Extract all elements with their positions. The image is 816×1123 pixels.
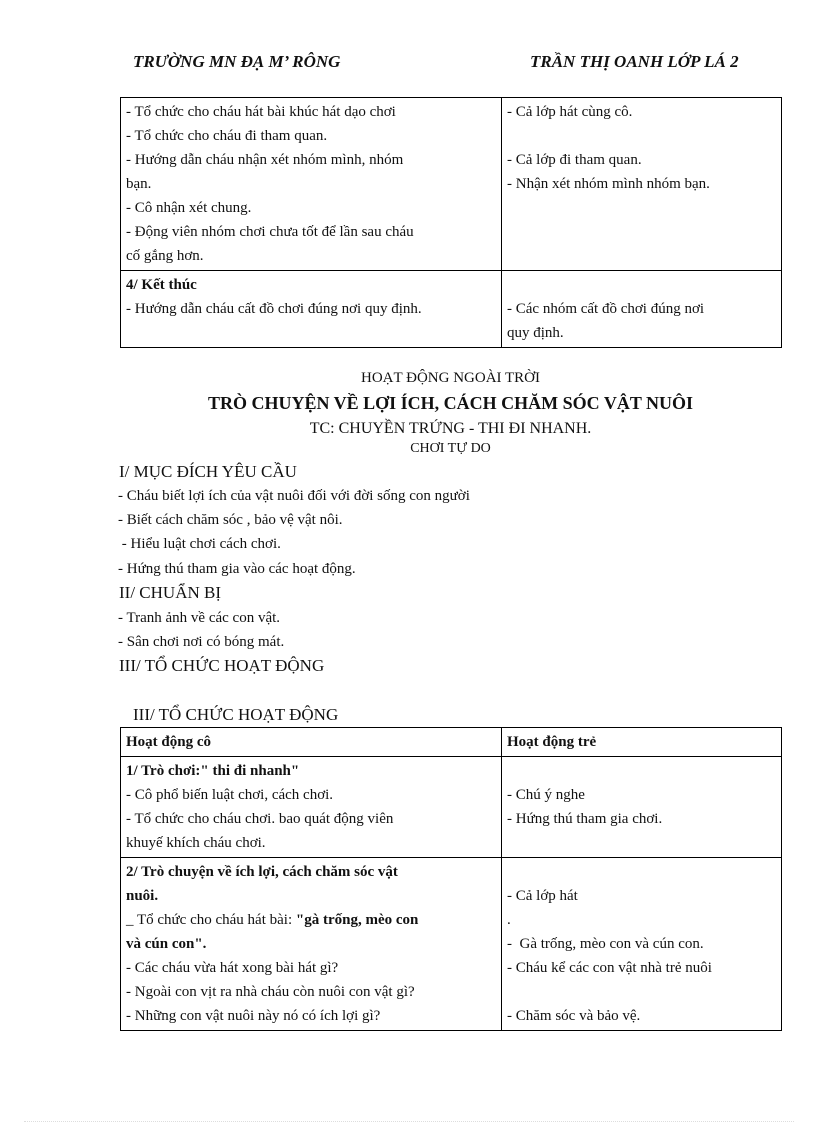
- table-row: [121, 757, 782, 858]
- text-line: - Các cháu vừa hát xong bài hát gì?: [126, 960, 339, 976]
- row-heading: nuôi.: [126, 888, 159, 904]
- text-line: - Cháu kể các con vật nhà trẻ nuôi: [507, 960, 712, 976]
- song-title-cont: và cún con".: [126, 936, 207, 952]
- text-line: [507, 759, 776, 783]
- text-line: - Tổ chức cho cháu đi tham quan.: [126, 128, 328, 144]
- header-school: TRƯỜNG MN ĐẠ M’ RÔNG: [133, 52, 341, 71]
- child-cell: [502, 757, 782, 858]
- text-line: - Chú ý nghe: [507, 787, 585, 803]
- song-prefix: _ Tổ chức cho cháu hát bài:: [126, 912, 296, 928]
- section-heading-repeat: III/ TỔ CHỨC HOẠT ĐỘNG: [133, 705, 339, 724]
- list-item: - Biết cách chăm sóc , bảo vệ vật nôi.: [118, 512, 343, 528]
- top-activity-table: [120, 97, 782, 348]
- text-line: - Cả lớp hát cùng cô.: [507, 104, 633, 120]
- activity-title: TRÒ CHUYỆN VỀ LỢI ÍCH, CÁCH CHĂM SÓC VẬT NUÔI: [207, 393, 694, 413]
- text-line: quy định.: [507, 325, 564, 341]
- text-line: - Những con vật nuôi này nó có ích lợi gì?: [126, 1008, 381, 1024]
- activity-games: TC: CHUYỀN TRỨNG - THI ĐI NHANH.: [309, 420, 592, 437]
- song-title: "gà trống, mèo con: [295, 912, 419, 928]
- text-line: - Tổ chức cho cháu hát bài khúc hát dạo chơi: [126, 104, 396, 120]
- teacher-cell: [121, 271, 502, 348]
- text-line: - Gà trống, mèo con và cún con.: [507, 936, 704, 952]
- list-item: - Hiểu luật chơi cách chơi.: [118, 536, 281, 552]
- teacher-cell: [121, 757, 502, 858]
- text-line: - Cô nhận xét chung.: [126, 200, 252, 216]
- teacher-cell: [121, 858, 502, 1031]
- section-heading: III/ TỔ CHỨC HOẠT ĐỘNG: [119, 656, 325, 675]
- text-line: - Ngoài con vịt ra nhà cháu còn nuôi con vật gì?: [126, 984, 415, 1000]
- page-bottom-divider: [24, 1121, 794, 1122]
- section-heading: I/ MỤC ĐÍCH YÊU CẦU: [119, 462, 297, 481]
- child-cell: [502, 98, 782, 271]
- activity-category: HOẠT ĐỘNG NGOÀI TRỜI: [360, 370, 541, 386]
- activity-free-play: CHƠI TỰ DO: [410, 441, 491, 456]
- text-line: [507, 124, 776, 148]
- activity-table: [120, 727, 782, 1031]
- text-line: [507, 273, 776, 297]
- text-line: - Các nhóm cất đồ chơi đúng nơi: [507, 301, 705, 317]
- column-header-child: Hoạt động trẻ: [502, 728, 782, 757]
- child-cell: [502, 858, 782, 1031]
- list-item: - Tranh ảnh về các con vật.: [118, 610, 281, 626]
- table-header-row: [121, 728, 782, 757]
- child-cell: [502, 271, 782, 348]
- text-line: [126, 908, 496, 932]
- list-item: - Cháu biết lợi ích của vật nuôi đối với đời sống con người: [118, 488, 470, 504]
- table-row: [121, 98, 782, 271]
- list-item: - Hứng thú tham gia vào các hoạt động.: [118, 561, 356, 577]
- text-line: - Hứng thú tham gia chơi.: [507, 811, 663, 827]
- text-line: - Động viên nhóm chơi chưa tốt để lần sau cháu: [126, 224, 414, 240]
- text-line: khuyế khích cháu chơi.: [126, 835, 266, 851]
- row-heading: 2/ Trò chuyện về ích lợi, cách chăm sóc vật: [126, 864, 398, 880]
- row-heading: 1/ Trò chơi:" thi đi nhanh": [126, 763, 300, 779]
- header-teacher-class: TRẦN THỊ OANH LỚP LÁ 2: [530, 52, 739, 71]
- text-line: - Cả lớp hát: [507, 888, 578, 904]
- text-line: - Nhận xét nhóm mình nhóm bạn.: [507, 176, 710, 192]
- text-line: - Hướng dẫn cháu cất đồ chơi đúng nơi quy định.: [126, 301, 422, 317]
- text-line: - Chăm sóc và bảo vệ.: [507, 1008, 641, 1024]
- text-line: - Cô phổ biến luật chơi, cách chơi.: [126, 787, 334, 803]
- text-line: - Hướng dẫn cháu nhận xét nhóm mình, nhóm: [126, 152, 404, 168]
- list-item: - Sân chơi nơi có bóng mát.: [118, 634, 285, 650]
- table-row: [121, 271, 782, 348]
- text-line: - Cả lớp đi tham quan.: [507, 152, 642, 168]
- text-line: - Tổ chức cho cháu chơi. bao quát động viên: [126, 811, 394, 827]
- section-heading: II/ CHUẨN BỊ: [119, 583, 221, 602]
- text-line: .: [507, 912, 511, 928]
- text-line: cố gắng hơn.: [126, 248, 204, 264]
- text-line: [507, 980, 776, 1004]
- text-line: bạn.: [126, 176, 152, 192]
- teacher-cell: [121, 98, 502, 271]
- column-header-teacher: Hoạt động cô: [121, 728, 502, 757]
- table-row: [121, 858, 782, 1031]
- row-heading: 4/ Kết thúc: [126, 277, 197, 293]
- text-line: [507, 860, 776, 884]
